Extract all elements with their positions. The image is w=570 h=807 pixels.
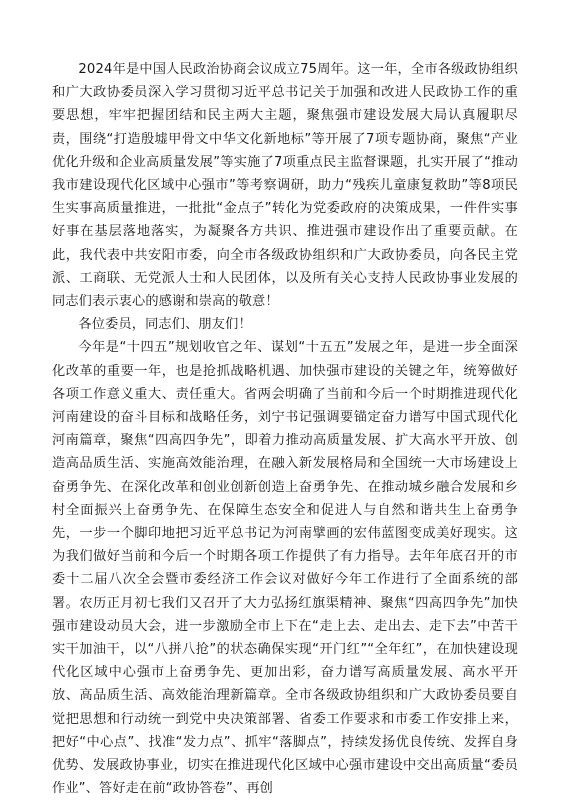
- paragraph-tasks-this-year: 今年是“十四五”规划收官之年、谋划“十五五”发展之年，是进一步全面深化改革的重要一年，也是抢抓战略机遇、加快强市建设的关键之年，统筹做好各项工作意义重大、责任重大。省两会明确了当前和今后一个时期推进现代化河南建设的奋斗目标和战略任务，刘宁书记强调要锚定奋力谱写中国式现代化河南篇章，聚焦“四高四争先”，即着力推动高质量发展、扩大高水平开放、创造高品质生活、实施高效能治理，在融入新发展格局和全国统一大市场建设上奋勇争先、在深化改革和创业创新创造上奋勇争先、在推动城乡融合发展和乡村全面振兴上奋勇争先、在保障生态安全和促进人与自然和谐共生上奋勇争先，一步一个脚印地把习近平总书记为河南擘画的宏伟蓝图变成美好现实。这为我们做好当前和今后一个时期各项工作提供了有力指导。去年年底召开的市委十二届八次全会暨市委经济工作会议对做好今年工作进行了全面系统的部署。农历正月初七我们又召开了大力弘扬红旗渠精神、聚焦“四高四争先”加快强市建设动员大会，进一步激励全市上下在“走上去、走出去、走下去”中苦干实干加油干，以“八拼八抢”的状态确保实现“开门红”“全年红”，在加快建设现代化区域中心强市上奋勇争先、更加出彩，奋力谱写高质量发展、高水平开放、高品质生活、高效能治理新篇章。全市各级政协组织和广大政协委员要自觉把思想和行动统一到党中央决策部署、省委工作要求和市委工作安排上来，把好“中心点”、找准“发力点”、抓牢“落脚点”，持续发扬优良传统、发挥自身优势、发展政协事业，切实在推进现代化区域中心强市建设中交出高质量“委员作业”、答好走在前“政协答卷”、再创: [52, 340, 518, 797]
- paragraph-anniversary-review: 2024年是中国人民政治协商会议成立75周年。这一年，全市各级政协组织和广大政协委员深入学习贯彻习近平总书记关于加强和改进人民政协工作的重要思想，牢牢把握团结和民主两大主题，聚焦强市建设发展大局认真履职尽责，围绕“打造殷墟甲骨文中华文化新地标”等开展了7项专题协商，聚焦“产业优化升级和企业高质量发展”等实施了7项重点民主监督课题，扎实开展了“推动我市建设现代化区域中心强市”等考察调研，助力“残疾儿童康复救助”等8项民生实事高质量推进，一批批“金点子”转化为党委政府的决策成果，一件件实事好事在基层落地落实，为凝聚各方共识、推进强市建设作出了重要贡献。在此，我代表中共安阳市委，向全市各级政协组织和广大政协委员，向各民主党派、工商联、无党派人士和人民团体，以及所有关心支持人民政协事业发展的同志们表示衷心的感谢和崇高的敬意！: [52, 62, 518, 310]
- paragraph-salutation: 各位委员，同志们、朋友们！: [78, 317, 252, 333]
